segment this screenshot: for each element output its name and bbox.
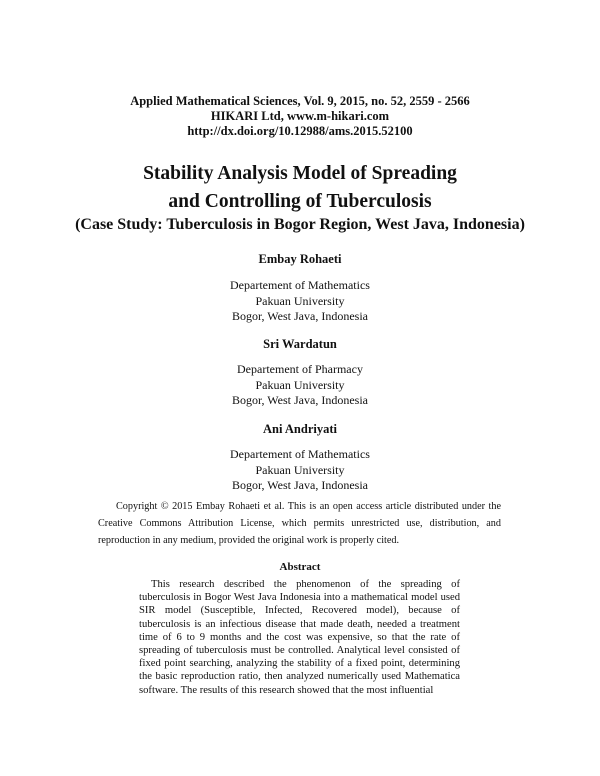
author-affiliation <box>0 447 600 494</box>
paper-subtitle: (Case Study: Tuberculosis in Bogor Region, West Java, Indonesia) <box>75 216 525 233</box>
affiliation-department: Departement of Mathematics <box>230 447 370 461</box>
affiliation-department: Departement of Pharmacy <box>237 362 363 376</box>
doi-link[interactable]: http://dx.doi.org/10.12988/ams.2015.52100 <box>187 124 413 138</box>
affiliation-university: Pakuan University <box>255 377 345 392</box>
copyright-text: Copyright © 2015 Embay Rohaeti et al. This is an open access article distributed under the Creative Commons Attribution License, which permits unrestricted use, distribution, and reproduction in any medium, provided the original work is properly cited. <box>98 501 501 546</box>
abstract-body: This research described the phenomenon of the spreading of tuberculosis in Bogor West Java Indonesia into a mathematical model used SIR model (Susceptible, Infected, Recovered model), because of tuberculosis is an infectious disease that made death, needed a treatment time of 6 to 9 months and the cost was expensive, so that the rate of spreading of tuberculosis must be controlled. Analytical level consisted of fixed point searching, analyzing the stability of a fixed point, determining the basic reproduction ratio, then analyzed numerically used Mathematica software. The results of this research showed that the most influential <box>139 579 460 696</box>
affiliation-department: Departement of Mathematics <box>230 278 370 292</box>
author-affiliation <box>0 278 600 325</box>
title-line-1: Stability Analysis Model of Spreading <box>143 163 457 184</box>
affiliation-university: Pakuan University <box>255 293 345 308</box>
author-name: Sri Wardatun <box>263 337 337 351</box>
author-affiliation <box>0 362 600 409</box>
journal-header <box>0 94 600 139</box>
affiliation-university: Pakuan University <box>255 462 345 477</box>
author-name: Embay Rohaeti <box>258 252 342 266</box>
affiliation-location: Bogor, West Java, Indonesia <box>232 393 368 407</box>
abstract-heading: Abstract <box>279 561 321 573</box>
title-line-2: and Controlling of Tuberculosis <box>168 191 432 212</box>
publisher-line: HIKARI Ltd, www.m-hikari.com <box>210 109 390 123</box>
paper-title <box>0 160 600 216</box>
affiliation-location: Bogor, West Java, Indonesia <box>232 478 368 492</box>
affiliation-location: Bogor, West Java, Indonesia <box>232 309 368 323</box>
author-name: Ani Andriyati <box>263 422 337 436</box>
copyright-notice <box>98 498 501 549</box>
journal-citation: Applied Mathematical Sciences, Vol. 9, 2015, no. 52, 2559 - 2566 <box>130 94 470 108</box>
